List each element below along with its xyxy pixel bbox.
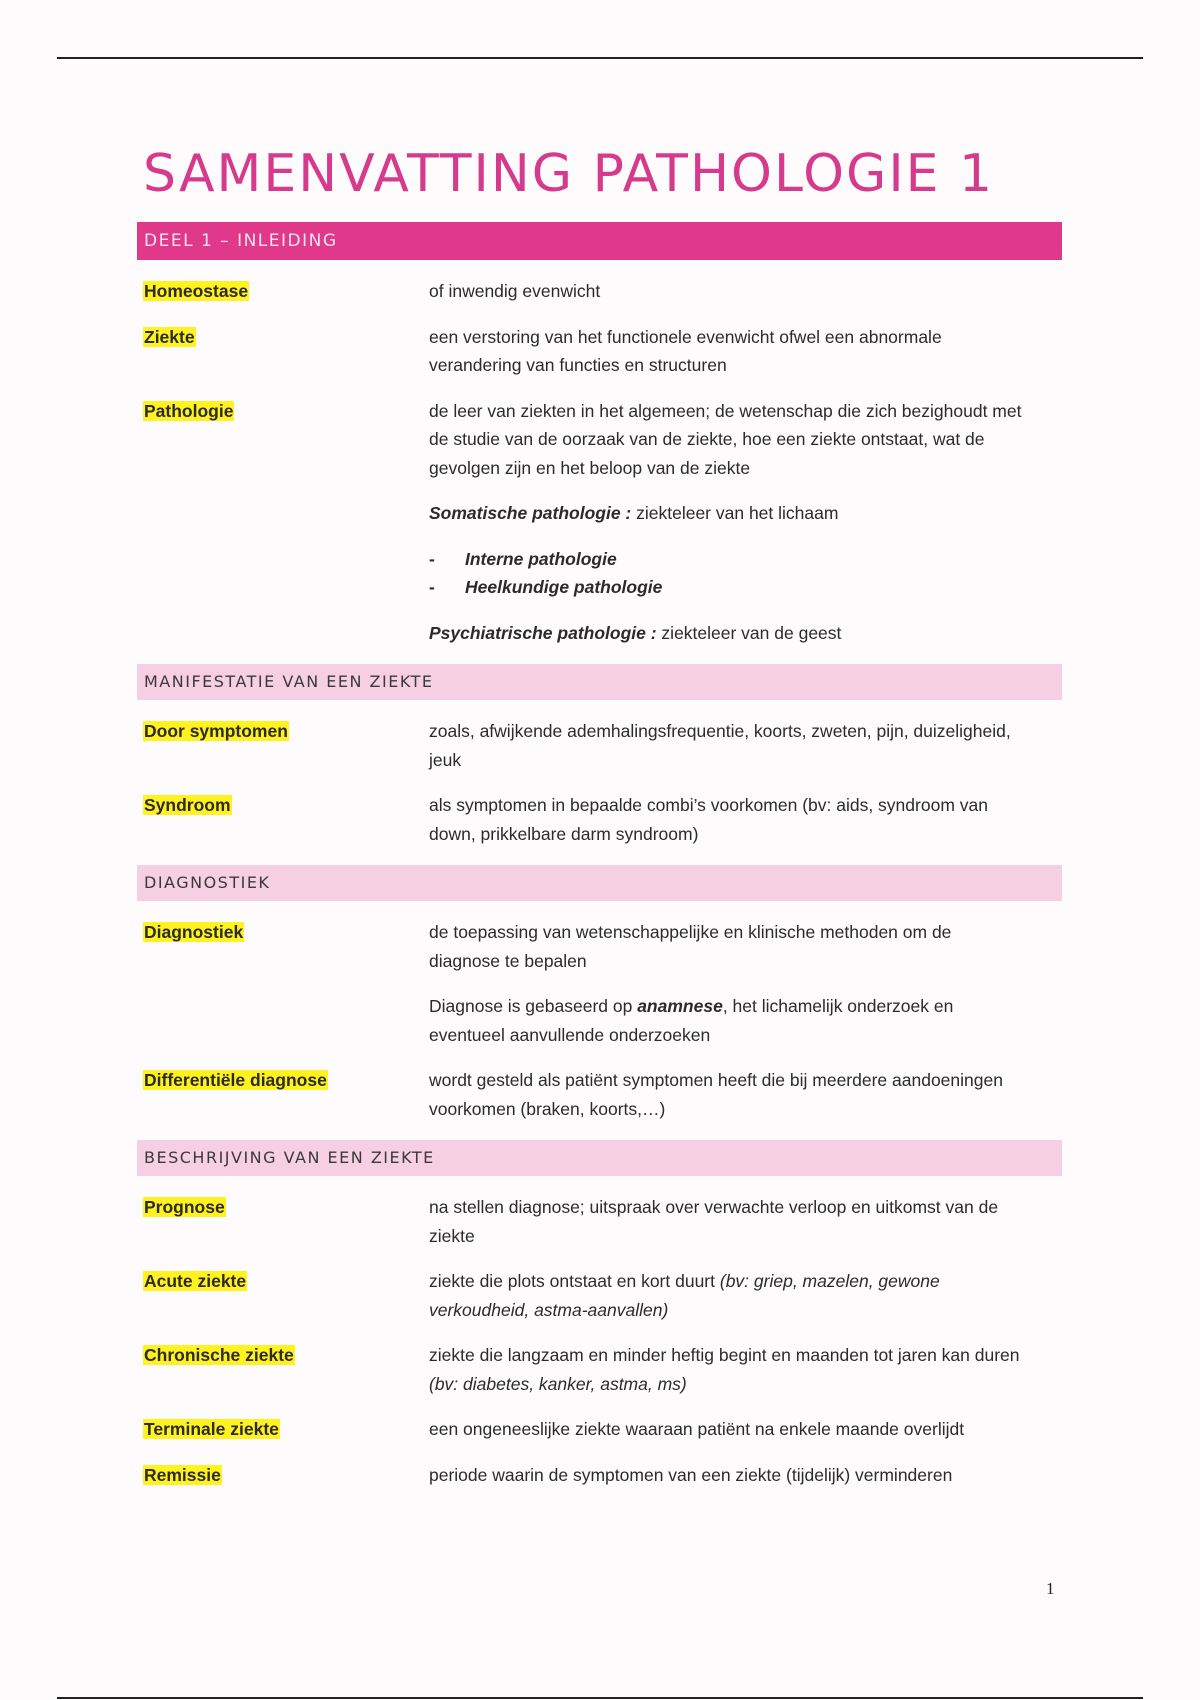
definition-door-symptomen bbox=[137, 717, 1062, 774]
definition-homeostase bbox=[137, 277, 1062, 306]
anamnese-term: anamnese bbox=[637, 996, 723, 1016]
definition-text-line: voorkomen (braken, koorts,…) bbox=[429, 1098, 666, 1119]
definition-text: een ongeneeslijke ziekte waaraan patiënt na enkele maande overlijdt bbox=[429, 1419, 965, 1439]
definition-text-line: zoals, afwijkende ademhalingsfrequentie, koorts, zweten, pijn, duizeligheid, bbox=[429, 721, 1011, 741]
definition-text: of inwendig evenwicht bbox=[429, 281, 601, 301]
definition-text-line: gevolgen zijn en het beloop van de ziekte bbox=[429, 457, 751, 478]
list-item: - Heelkundige pathologie bbox=[429, 573, 1062, 602]
definition-text: ziekte die plots ontstaat en kort duurt bbox=[429, 1271, 720, 1291]
document-title: SAMENVATTING PATHOLOGIE 1 bbox=[143, 144, 995, 204]
definition-text-line: na stellen diagnose; uitspraak over verwachte verloop en uitkomst van de bbox=[429, 1197, 999, 1217]
definition-ziekte bbox=[137, 323, 1062, 380]
definition-text-line: de studie van de oorzaak van de ziekte, hoe een ziekte ontstaat, wat de bbox=[429, 429, 985, 449]
definition-text-line bbox=[429, 1267, 1062, 1296]
definition-diagnostiek bbox=[137, 918, 1062, 1049]
diagnosis-basis-post: , het lichamelijk onderzoek en bbox=[722, 996, 954, 1016]
definition-acute-ziekte bbox=[137, 1267, 1062, 1324]
somatic-text: ziekteleer van het lichaam bbox=[631, 503, 839, 523]
definition-remissie bbox=[137, 1461, 1062, 1490]
example-text-line: (bv: diabetes, kanker, astma, ms) bbox=[429, 1373, 687, 1394]
term-label: Pathologie bbox=[144, 400, 234, 421]
term-label: Diagnostiek bbox=[144, 922, 244, 942]
definition-text-line: verandering van functies en structuren bbox=[429, 355, 727, 375]
term-label: Differentiële diagnose bbox=[144, 1070, 327, 1090]
definition-text-line: ziekte bbox=[429, 1225, 475, 1246]
term-label: Remissie bbox=[144, 1464, 221, 1485]
term-label: Syndroom bbox=[144, 795, 231, 815]
section-header-diagnostiek: DIAGNOSTIEK bbox=[137, 865, 1062, 901]
definition-text-line: diagnose te bepalen bbox=[429, 950, 587, 971]
term-label: Prognose bbox=[144, 1197, 225, 1217]
somatic-pathology-line bbox=[429, 499, 1062, 528]
psychiatric-pathology-line bbox=[429, 619, 1062, 648]
definition-terminale-ziekte bbox=[137, 1415, 1062, 1444]
definition-text-line: down, prikkelbare darm syndroom) bbox=[429, 823, 699, 844]
definition-syndroom bbox=[137, 791, 1062, 848]
psych-text: ziekteleer van de geest bbox=[656, 622, 842, 643]
pathology-subtypes-list bbox=[429, 545, 1062, 602]
term-label: Terminale ziekte bbox=[144, 1419, 279, 1439]
definition-text-line: jeuk bbox=[429, 749, 462, 770]
definition-text-line: de leer van ziekten in het algemeen; de wetenschap die zich bezighoudt met bbox=[429, 400, 1022, 421]
example-text: (bv: griep, mazelen, gewone bbox=[719, 1271, 940, 1291]
definition-text-line: ziekte die langzaam en minder heftig begint en maanden tot jaren kan duren bbox=[429, 1345, 1020, 1365]
term-label: Ziekte bbox=[144, 326, 195, 347]
list-item: - Interne pathologie bbox=[429, 545, 1062, 574]
definition-text-line: wordt gesteld als patiënt symptomen heeft die bij meerdere aandoeningen bbox=[429, 1070, 1003, 1090]
somatic-label: Somatische pathologie : bbox=[429, 503, 632, 523]
definition-text: periode waarin de symptomen van een ziekte (tijdelijk) verminderen bbox=[429, 1464, 953, 1485]
definition-text-line: een verstoring van het functionele evenwicht ofwel een abnormale bbox=[429, 326, 942, 347]
definition-chronische-ziekte bbox=[137, 1341, 1062, 1398]
term-label: Chronische ziekte bbox=[144, 1345, 294, 1365]
definition-pathologie bbox=[137, 397, 1062, 648]
definition-differentiele-diagnose bbox=[137, 1066, 1062, 1123]
diagnosis-basis-line-2: eventueel aanvullende onderzoeken bbox=[429, 1024, 711, 1045]
term-label: Homeostase bbox=[144, 281, 249, 301]
diagnosis-basis-line bbox=[429, 992, 1062, 1021]
top-rule bbox=[57, 57, 1143, 59]
diagnosis-basis-pre: Diagnose is gebaseerd op bbox=[429, 996, 638, 1016]
section-header-inleiding: DEEL 1 – INLEIDING bbox=[137, 222, 1062, 260]
definition-prognose bbox=[137, 1193, 1062, 1250]
section-header-beschrijving: BESCHRIJVING VAN EEN ZIEKTE bbox=[137, 1140, 1062, 1176]
term-label: Door symptomen bbox=[144, 721, 288, 741]
definition-text-line: de toepassing van wetenschappelijke en klinische methoden om de bbox=[429, 922, 952, 942]
example-text-line: verkoudheid, astma-aanvallen) bbox=[429, 1299, 669, 1320]
document-body bbox=[137, 140, 1062, 1489]
psych-label: Psychiatrische pathologie : bbox=[429, 622, 657, 643]
bottom-rule bbox=[57, 1697, 1143, 1699]
section-header-manifestatie: MANIFESTATIE VAN EEN ZIEKTE bbox=[137, 664, 1062, 700]
definition-text-line: als symptomen in bepaalde combi’s voorkomen (bv: aids, syndroom van bbox=[429, 795, 988, 815]
page-number: 1 bbox=[1046, 1579, 1055, 1598]
term-label: Acute ziekte bbox=[144, 1271, 247, 1291]
